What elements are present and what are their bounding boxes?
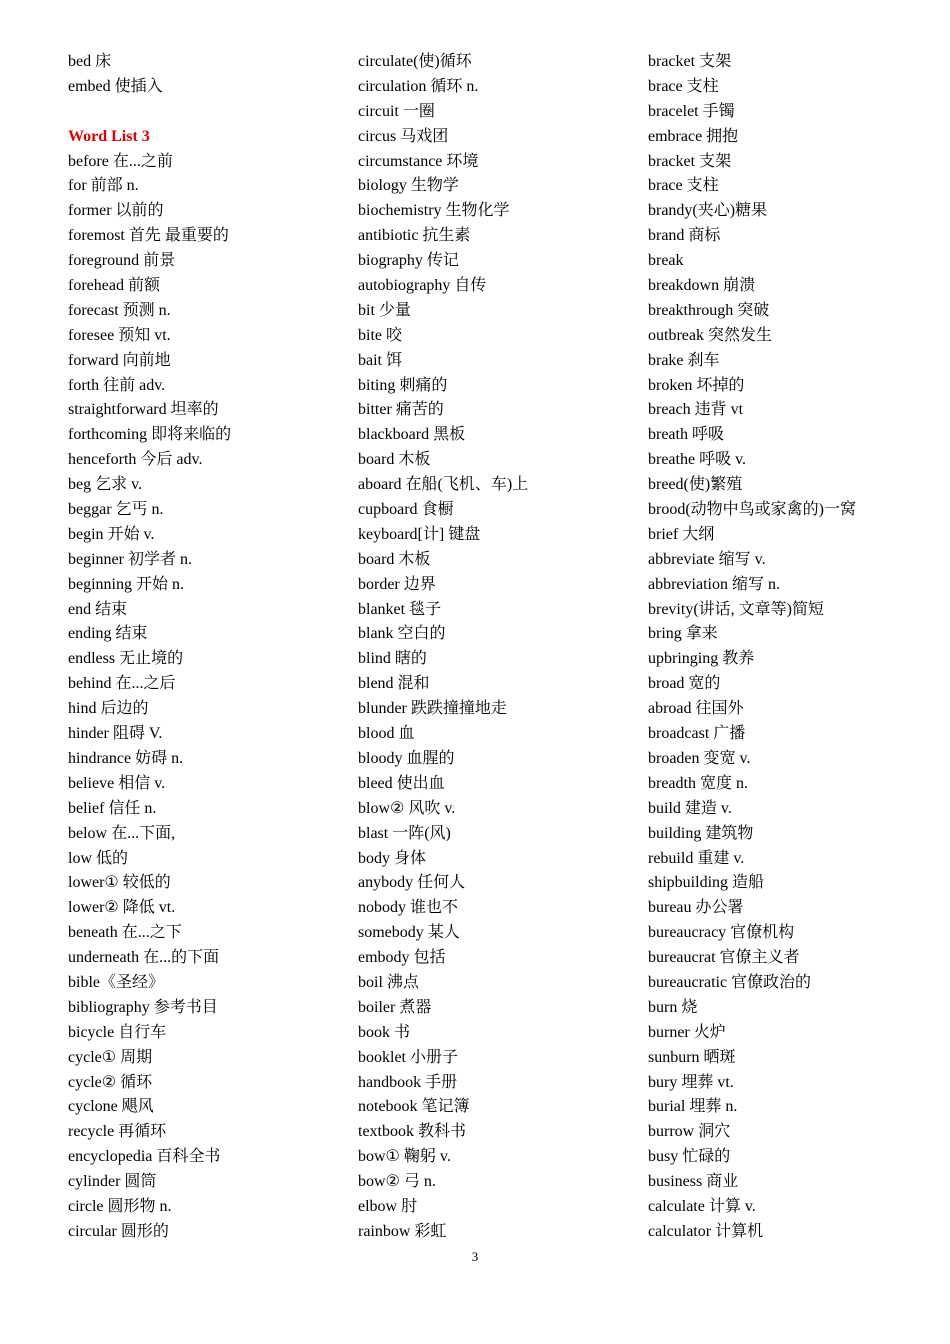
word-entry: begin 开始 v. <box>68 525 155 543</box>
word-entry: rainbow 彩虹 <box>358 1222 447 1240</box>
word-entry: beneath 在...之下 <box>68 924 182 942</box>
word-entry: straightforward 坦率的 <box>68 401 219 419</box>
page-number: 3 <box>471 1249 479 1264</box>
word-entry: bait 饵 <box>358 351 402 369</box>
word-entry: brood(动物中鸟或家禽的)一窝 <box>648 501 856 519</box>
word-entry: broken 坏掉的 <box>648 376 745 394</box>
word-entry: circus 马戏团 <box>358 127 449 145</box>
word-entry: bow② 弓 n. <box>358 1173 436 1191</box>
word-entry: cupboard 食橱 <box>358 501 454 519</box>
word-entry: break <box>648 252 684 270</box>
word-entry: rebuild 重建 v. <box>648 849 745 867</box>
word-entry: brake 刹车 <box>648 351 720 369</box>
word-entry: outbreak 突然发生 <box>648 326 772 344</box>
word-entry: upbringing 教养 <box>648 650 755 668</box>
word-entry: keyboard[计] 键盘 <box>358 525 481 543</box>
word-entry: believe 相信 v. <box>68 774 166 792</box>
word-entry: embody 包括 <box>358 949 446 967</box>
word-entry: brandy(夹心)糖果 <box>648 202 768 220</box>
word-entry: bitter 痛苦的 <box>358 401 444 419</box>
word-list-heading: Word List 3 <box>68 127 150 145</box>
word-entry: calculator 计算机 <box>648 1222 764 1240</box>
word-entry: forehead 前额 <box>68 277 160 295</box>
word-entry: bleed 使出血 <box>358 774 445 792</box>
word-entry: elbow 肘 <box>358 1197 418 1215</box>
word-entry: bed 床 <box>68 53 112 70</box>
word-entry: hindrance 妨碍 n. <box>68 749 184 767</box>
word-entry: underneath 在...的下面 <box>68 949 220 967</box>
word-entry: cyclone 飓风 <box>68 1098 154 1116</box>
word-entry: former 以前的 <box>68 202 164 220</box>
word-entry: build 建造 v. <box>648 799 732 817</box>
word-entry: abbreviate 缩写 v. <box>648 550 766 568</box>
word-entry: circumstance 环境 <box>358 152 479 170</box>
word-entry: biology 生物学 <box>358 177 459 195</box>
word-entry: bracket 支架 <box>648 152 732 170</box>
word-entry: blackboard 黑板 <box>358 426 466 444</box>
word-entry: breach 违背 vt <box>648 401 744 419</box>
word-entry: circulation 循环 n. <box>358 77 479 95</box>
word-entry: blank 空白的 <box>358 625 446 643</box>
word-entry: brief 大纲 <box>648 525 715 543</box>
word-entry: beg 乞求 v. <box>68 476 143 494</box>
word-entry: bracket 支架 <box>648 53 732 70</box>
word-entry: beginner 初学者 n. <box>68 550 192 568</box>
word-entry: breadth 宽度 n. <box>648 774 748 792</box>
word-entry: foreground 前景 <box>68 252 176 270</box>
word-entry: biochemistry 生物化学 <box>358 202 510 220</box>
word-entry: blend 混和 <box>358 675 430 693</box>
word-entry: bury 埋葬 vt. <box>648 1073 734 1091</box>
word-entry: encyclopedia 百科全书 <box>68 1148 221 1166</box>
word-entry: cycle② 循环 <box>68 1073 153 1091</box>
word-entry: cylinder 圆筒 <box>68 1173 157 1191</box>
word-entry: bureaucrat 官僚主义者 <box>648 949 800 967</box>
word-entry: textbook 教科书 <box>358 1123 466 1141</box>
word-entry: bicycle 自行车 <box>68 1023 167 1041</box>
word-entry: lower② 降低 vt. <box>68 899 176 917</box>
word-entry: bible《圣经》 <box>68 973 164 991</box>
word-entry: board 木板 <box>358 550 431 568</box>
word-entry: shipbuilding 造船 <box>648 874 765 892</box>
word-entry: boil 沸点 <box>358 973 419 991</box>
word-entry: circulate(使)循环 <box>358 53 472 70</box>
word-entry: notebook 笔记簿 <box>358 1098 470 1116</box>
word-entry: foremost 首先 最重要的 <box>68 227 229 245</box>
word-column-2 <box>358 50 528 1245</box>
word-entry: breed(使)繁殖 <box>648 476 743 494</box>
word-entry: for 前部 n. <box>68 177 139 195</box>
word-entry: behind 在...之后 <box>68 675 176 693</box>
word-entry: busy 忙碌的 <box>648 1148 731 1166</box>
word-entry: forward 向前地 <box>68 351 171 369</box>
word-entry: blanket 毯子 <box>358 600 442 618</box>
word-entry: nobody 谁也不 <box>358 899 459 917</box>
word-entry: burner 火炉 <box>648 1023 726 1041</box>
word-entry: ending 结束 <box>68 625 148 643</box>
word-entry: hind 后边的 <box>68 700 149 718</box>
word-entry: brace 支柱 <box>648 77 719 95</box>
word-entry: business 商业 <box>648 1173 739 1191</box>
word-entry: bureaucracy 官僚机构 <box>648 924 795 942</box>
word-entry: bloody 血腥的 <box>358 749 455 767</box>
word-entry: biting 刺痛的 <box>358 376 448 394</box>
word-entry: sunburn 晒斑 <box>648 1048 736 1066</box>
word-entry: before 在...之前 <box>68 152 173 170</box>
word-entry: blood 血 <box>358 725 415 743</box>
word-entry: breakthrough 突破 <box>648 301 770 319</box>
word-entry: blunder 跌跌撞撞地走 <box>358 700 507 718</box>
word-entry: burial 埋葬 n. <box>648 1098 738 1116</box>
word-entry: bureaucratic 官僚政治的 <box>648 973 812 991</box>
word-entry: belief 信任 n. <box>68 799 157 817</box>
word-entry: endless 无止境的 <box>68 650 184 668</box>
word-entry: bow① 鞠躬 v. <box>358 1148 451 1166</box>
word-entry: book 书 <box>358 1023 411 1041</box>
word-entry: cycle① 周期 <box>68 1048 153 1066</box>
word-entry: brace 支柱 <box>648 177 719 195</box>
word-entry: aboard 在船(飞机、车)上 <box>358 476 529 494</box>
word-entry: recycle 再循环 <box>68 1123 167 1141</box>
word-entry: forth 往前 adv. <box>68 376 166 394</box>
word-entry: bring 拿来 <box>648 625 718 643</box>
word-column-3 <box>648 50 856 1245</box>
word-entry: breakdown 崩溃 <box>648 277 756 295</box>
word-entry: circuit 一圈 <box>358 102 435 120</box>
word-entry: broaden 变宽 v. <box>648 749 751 767</box>
word-entry: border 边界 <box>358 575 436 593</box>
word-entry: brand 商标 <box>648 227 721 245</box>
word-entry: low 低的 <box>68 849 129 867</box>
word-entry: broad 宽的 <box>648 675 721 693</box>
word-column-1 <box>68 50 231 1245</box>
word-entry: burn 烧 <box>648 998 698 1016</box>
word-entry: foresee 预知 vt. <box>68 326 171 344</box>
word-entry: circle 圆形物 n. <box>68 1197 172 1215</box>
word-entry: body 身体 <box>358 849 427 867</box>
word-entry: bit 少量 <box>358 301 411 319</box>
word-entry: board 木板 <box>358 451 431 469</box>
word-entry: bibliography 参考书目 <box>68 998 218 1016</box>
word-entry: somebody 某人 <box>358 924 460 942</box>
word-entry: beginning 开始 n. <box>68 575 184 593</box>
word-entry: beggar 乞丐 n. <box>68 501 164 519</box>
word-entry: blast 一阵(风) <box>358 824 451 842</box>
word-entry: breathe 呼吸 v. <box>648 451 747 469</box>
word-entry: blow② 风吹 v. <box>358 799 456 817</box>
word-entry: hinder 阻碍 V. <box>68 725 163 743</box>
word-entry: bite 咬 <box>358 326 402 344</box>
word-entry: brevity(讲话, 文章等)简短 <box>648 600 824 618</box>
word-entry: handbook 手册 <box>358 1073 458 1091</box>
word-entry: abroad 往国外 <box>648 700 744 718</box>
word-entry: antibiotic 抗生素 <box>358 227 471 245</box>
word-entry: abbreviation 缩写 n. <box>648 575 780 593</box>
word-entry: booklet 小册子 <box>358 1048 458 1066</box>
blank-line <box>68 100 231 125</box>
word-entry: lower① 较低的 <box>68 874 171 892</box>
word-entry: forecast 预测 n. <box>68 301 171 319</box>
word-entry: biography 传记 <box>358 252 459 270</box>
word-entry: autobiography 自传 <box>358 277 487 295</box>
word-entry: burrow 洞穴 <box>648 1123 731 1141</box>
word-entry: anybody 任何人 <box>358 874 466 892</box>
word-entry: bureau 办公署 <box>648 899 744 917</box>
word-entry: henceforth 今后 adv. <box>68 451 203 469</box>
word-entry: calculate 计算 v. <box>648 1197 756 1215</box>
word-entry: blind 瞎的 <box>358 650 427 668</box>
word-entry: embrace 拥抱 <box>648 127 739 145</box>
word-entry: bracelet 手镯 <box>648 102 735 120</box>
word-entry: circular 圆形的 <box>68 1222 169 1240</box>
word-entry: forthcoming 即将来临的 <box>68 426 232 444</box>
word-entry: end 结束 <box>68 600 128 618</box>
word-entry: below 在...下面, <box>68 824 176 842</box>
word-entry: broadcast 广播 <box>648 725 746 743</box>
word-entry: building 建筑物 <box>648 824 754 842</box>
word-entry: embed 使插入 <box>68 77 163 95</box>
word-entry: breath 呼吸 <box>648 426 724 444</box>
word-entry: boiler 煮器 <box>358 998 432 1016</box>
